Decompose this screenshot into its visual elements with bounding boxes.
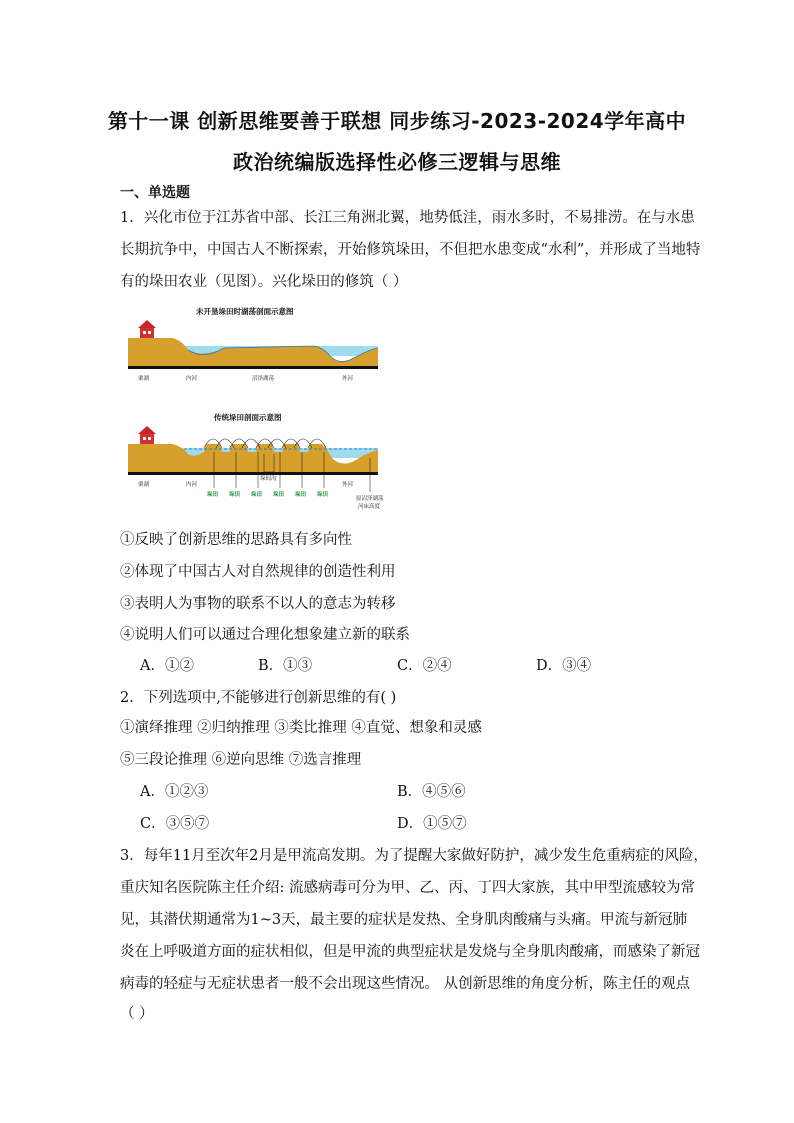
q1-statement-2: ②体现了中国古人对自然规律的创造性利用 [120,564,396,580]
q1-statement-1: ①反映了创新思维的思路具有多向性 [120,532,352,548]
section-heading: 一、单选题 [120,185,190,201]
top-label-3: 沼泽湖荡 [252,376,275,382]
duotian-label-1: 垛田 [207,492,219,498]
duotian-label-3: 垛田 [251,492,263,498]
duotian-cross-section-figure [124,302,394,516]
q2-option-c: C．③⑤⑦ [140,816,210,832]
duojiangou-label: 垛间沟 [260,476,277,482]
house-icon [138,320,156,338]
q3-stem-line-2: 重庆知名医院陈主任介绍: 流感病毒可分为甲、乙、丙、丁四大家族，其中甲型流感较为常 [120,880,695,896]
page-title-line-1: 第十一课 创新思维要善于联想 同步练习-2023-2024学年高中 [107,109,687,133]
lake-bottom-label-2: 河床高度 [358,504,381,510]
bottom-figure-caption: 传统垛田剖面示意图 [214,413,282,422]
q3-stem-line-5: 病毒的轻症与无症状患者一般不会出现这些情况。 从创新思维的角度分析，陈主任的观点 [120,976,691,992]
top-figure-caption: 未开垦垛田时湖荡剖面示意图 [196,307,294,316]
bottom-label-3: 外河 [342,482,354,488]
q2-option-a: A．①②③ [140,784,209,800]
q1-option-a: A．①② [140,658,194,674]
q2-statements-row-1: ①演绎推理 ②归纳推理 ③类比推理 ④直觉、想象和灵感 [120,720,482,736]
duotian-label-2: 垛田 [229,492,241,498]
q2-option-d: D．①⑤⑦ [397,816,467,832]
q1-option-c: C．②④ [397,658,452,674]
duotian-label-6: 垛田 [317,492,329,498]
page-title-line-2: 政治统编版选择性必修三逻辑与思维 [233,150,561,174]
q3-stem-line-6: （ ） [120,1006,154,1022]
q1-stem-line-2: 长期抗争中，中国古人不断探索，开始修筑垛田，不但把水患变成“水利”，并形成了当地特 [120,242,701,258]
q1-stem-line-3: 有的垛田农业（见图）。兴化垛田的修筑（ ） [120,274,408,290]
duotian-label-5: 垛田 [295,492,307,498]
q2-option-b: B．④⑤⑥ [397,784,466,800]
q1-stem-line-1: 1．兴化市位于江苏省中部、长江三角洲北翼，地势低洼，雨水多时，不易排涝。在与水患 [120,210,695,226]
q1-option-b: B．①③ [258,658,313,674]
lake-bottom-label-1: 原沼泽湖荡 [356,496,384,502]
q2-statements-row-2: ⑤三段论推理 ⑥逆向思维 ⑦选言推理 [120,752,362,768]
house-icon [138,426,156,444]
top-label-2: 内河 [186,376,198,382]
top-label-1: 栗湖 [138,376,150,382]
q3-stem-line-3: 见，其潜伏期通常为1~3天，最主要的症状是发热、全身肌肉酸痛与头痛。甲流与新冠肺 [120,912,688,928]
duotian-label-4: 垛田 [273,492,285,498]
q1-statement-4: ④说明人们可以通过合理化想象建立新的联系 [120,627,410,643]
q3-stem-line-1: 3．每年11月至次年2月是甲流高发期。为了提醒大家做好防护，减少发生危重病症的风险， [120,848,708,864]
top-label-4: 外河 [342,376,354,382]
q1-option-d: D．③④ [536,658,592,674]
bottom-label-1: 栗湖 [138,482,150,488]
bottom-label-2: 内河 [186,482,198,488]
q3-stem-line-4: 炎在上呼吸道方面的症状相似，但是甲流的典型症状是发烧与全身肌肉酸痛，而感染了新冠 [120,944,700,960]
q1-statement-3: ③表明人为事物的联系不以人的意志为转移 [120,596,396,612]
q2-stem: 2．下列选项中,不能够进行创新思维的有( ) [120,690,397,706]
